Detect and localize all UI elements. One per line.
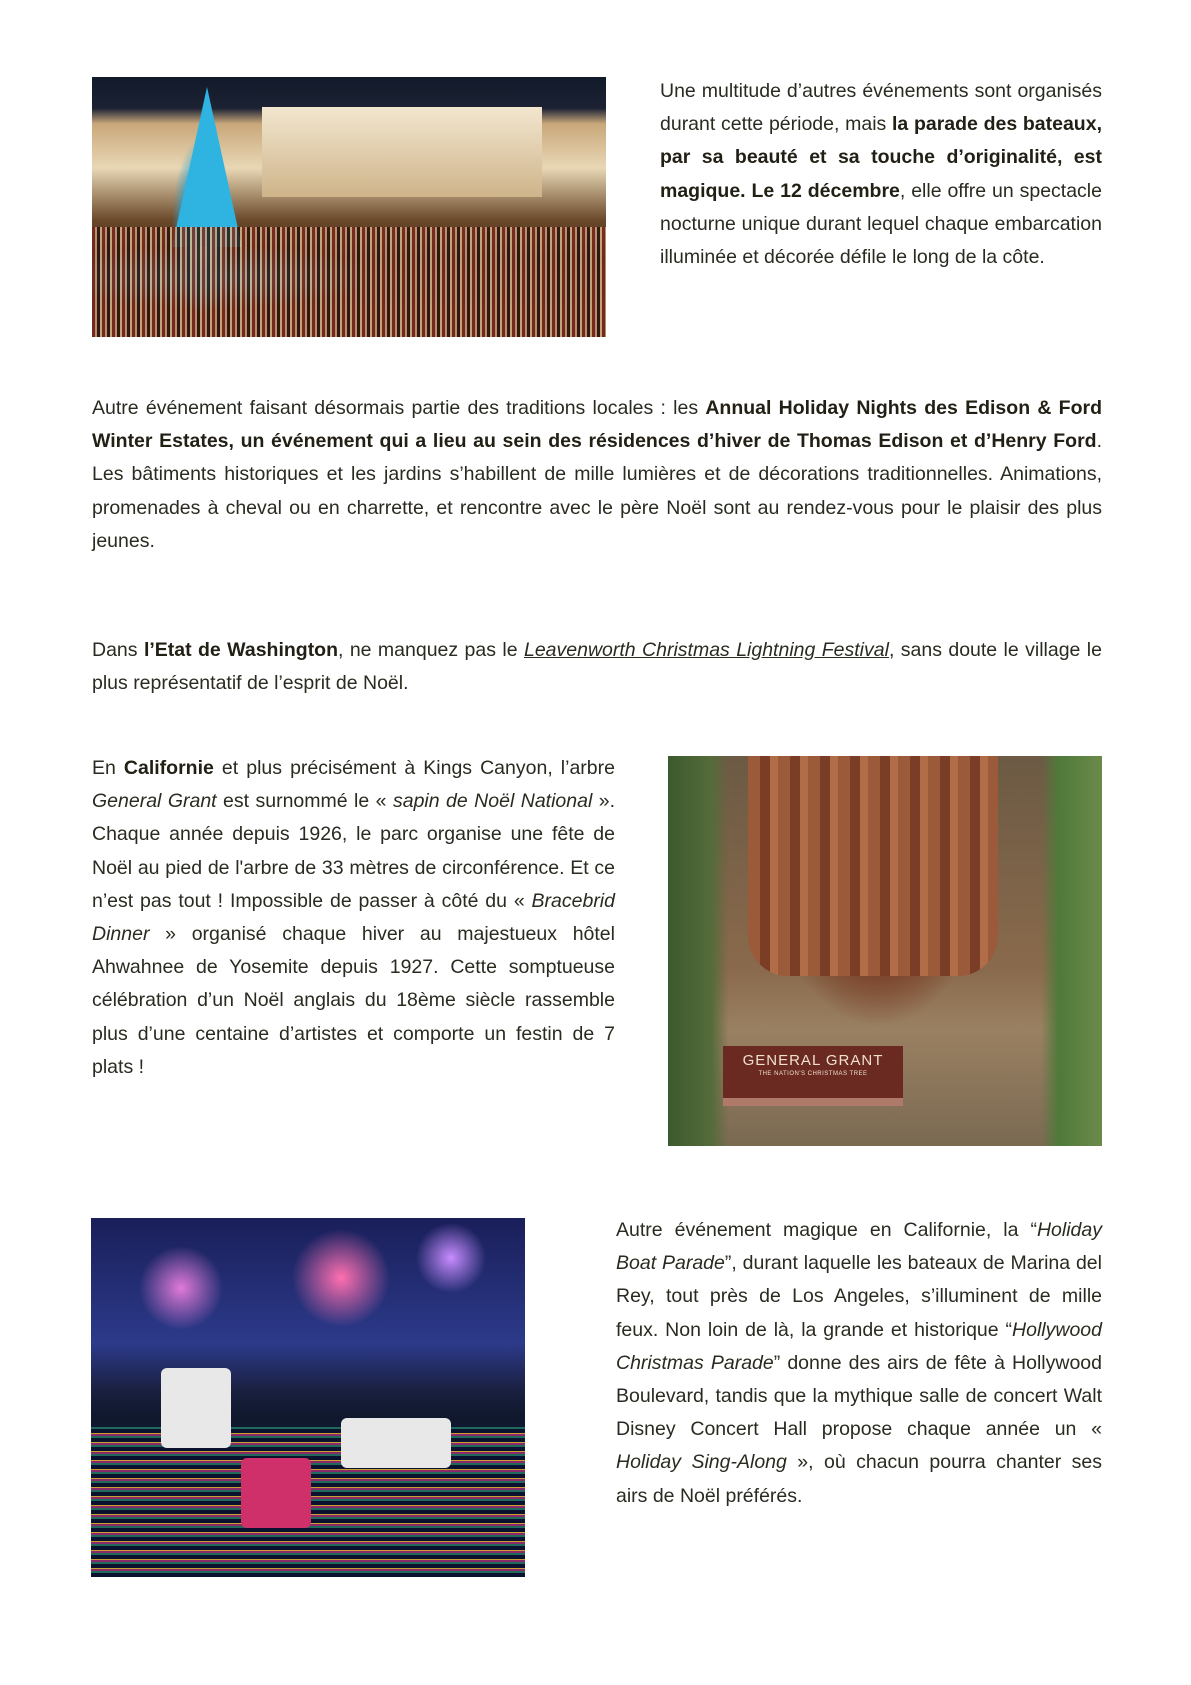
boat-shape xyxy=(161,1368,231,1448)
building-shape xyxy=(262,107,542,197)
tree-trunk-shape xyxy=(748,756,998,976)
boat-shape xyxy=(241,1458,311,1528)
general-grant-sign: GENERAL GRANT THE NATION'S CHRISTMAS TREE xyxy=(723,1046,903,1106)
bold-text: l’Etat de Washington xyxy=(143,639,339,661)
bold-text: Californie xyxy=(123,757,214,779)
lit-tree-shape xyxy=(172,87,242,247)
bold-text: Annual Holiday Nights des Edison & Ford Winter Estates, un événement qui a lieu au sein des résidences d’hiver de Thomas Edison et d’Henry Ford xyxy=(92,397,1102,453)
paragraph-boat-parade: Une multitude d’autres événements sont organisés durant cette période, mais la parade des bateaux, par sa beauté et sa touche d’originalité, est magique. Le 12 décembre, elle offre un spectacle nocturne unique durant lequel chaque embarcation illuminée et décorée défile le long de la côte. xyxy=(660,80,1102,269)
crowd-shape xyxy=(92,227,606,337)
paragraph-edison-ford: Autre événement faisant désormais partie des traditions locales : les Annual Holiday Nights des Edison & Ford Winter Estates, un événement qui a lieu au sein des résidences d’hiver de Thomas Edison et d’Henry Ford. Les bâtiments historiques et les jardins s’habillent de mille lumières et de décorations traditionnelles. Animations, promenades à cheval ou en charrette, et rencontre avec le père Noël sont au rendez-vous pour le plaisir des plus jeunes. xyxy=(92,397,1102,552)
paragraph-holiday-boat-parade: Autre événement magique en Californie, la “Holiday Boat Parade”, durant laquelle les bateaux de Marina del Rey, tout près de Los Angeles, s’illuminent de mille feux. Non loin de là, la grande et historique “Hollywood Christmas Parade” donne des airs de fête à Hollywood Boulevard, tandis que la mythique salle de concert Walt Disney Concert Hall propose chaque année un « Holiday Sing-Along », où chacun pourra chanter ses airs de Noël préférés. xyxy=(616,1219,1102,1507)
paragraph-washington: Dans l’Etat de Washington, ne manquez pas le Leavenworth Christmas Lightning Festival, sans doute le village le plus représentatif de l’esprit de Noël. xyxy=(92,639,1102,695)
boat-parade-photo xyxy=(91,1218,525,1577)
general-grant-tree-photo xyxy=(668,756,1102,1146)
paragraph-california: En Californie et plus précisément à Kings Canyon, l’arbre General Grant est surnommé le « sapin de Noël National ». Chaque année depuis 1926, le parc organise une fête de Noël au pied de l'arbre de 33 mètres de circonférence. Et ce n’est pas tout ! Impossible de passer à côté du « Bracebrid Dinner » organisé chaque hiver au majestueux hôtel Ahwahnee de Yosemite depuis 1927. Cette somptueuse célébration d’un Noël anglais du 18ème siècle rassemble plus d’une centaine d’artistes et comporte un festin de 7 plats ! xyxy=(92,757,616,1078)
christmas-tree-plaza-photo xyxy=(92,77,606,337)
bold-text: la parade des bateaux, par sa beauté et sa touche d’originalité, est magique. Le 12 décembre xyxy=(660,113,1102,202)
leavenworth-festival-link[interactable]: Leavenworth Christmas Lightning Festival xyxy=(523,639,889,661)
boat-shape xyxy=(341,1418,451,1468)
